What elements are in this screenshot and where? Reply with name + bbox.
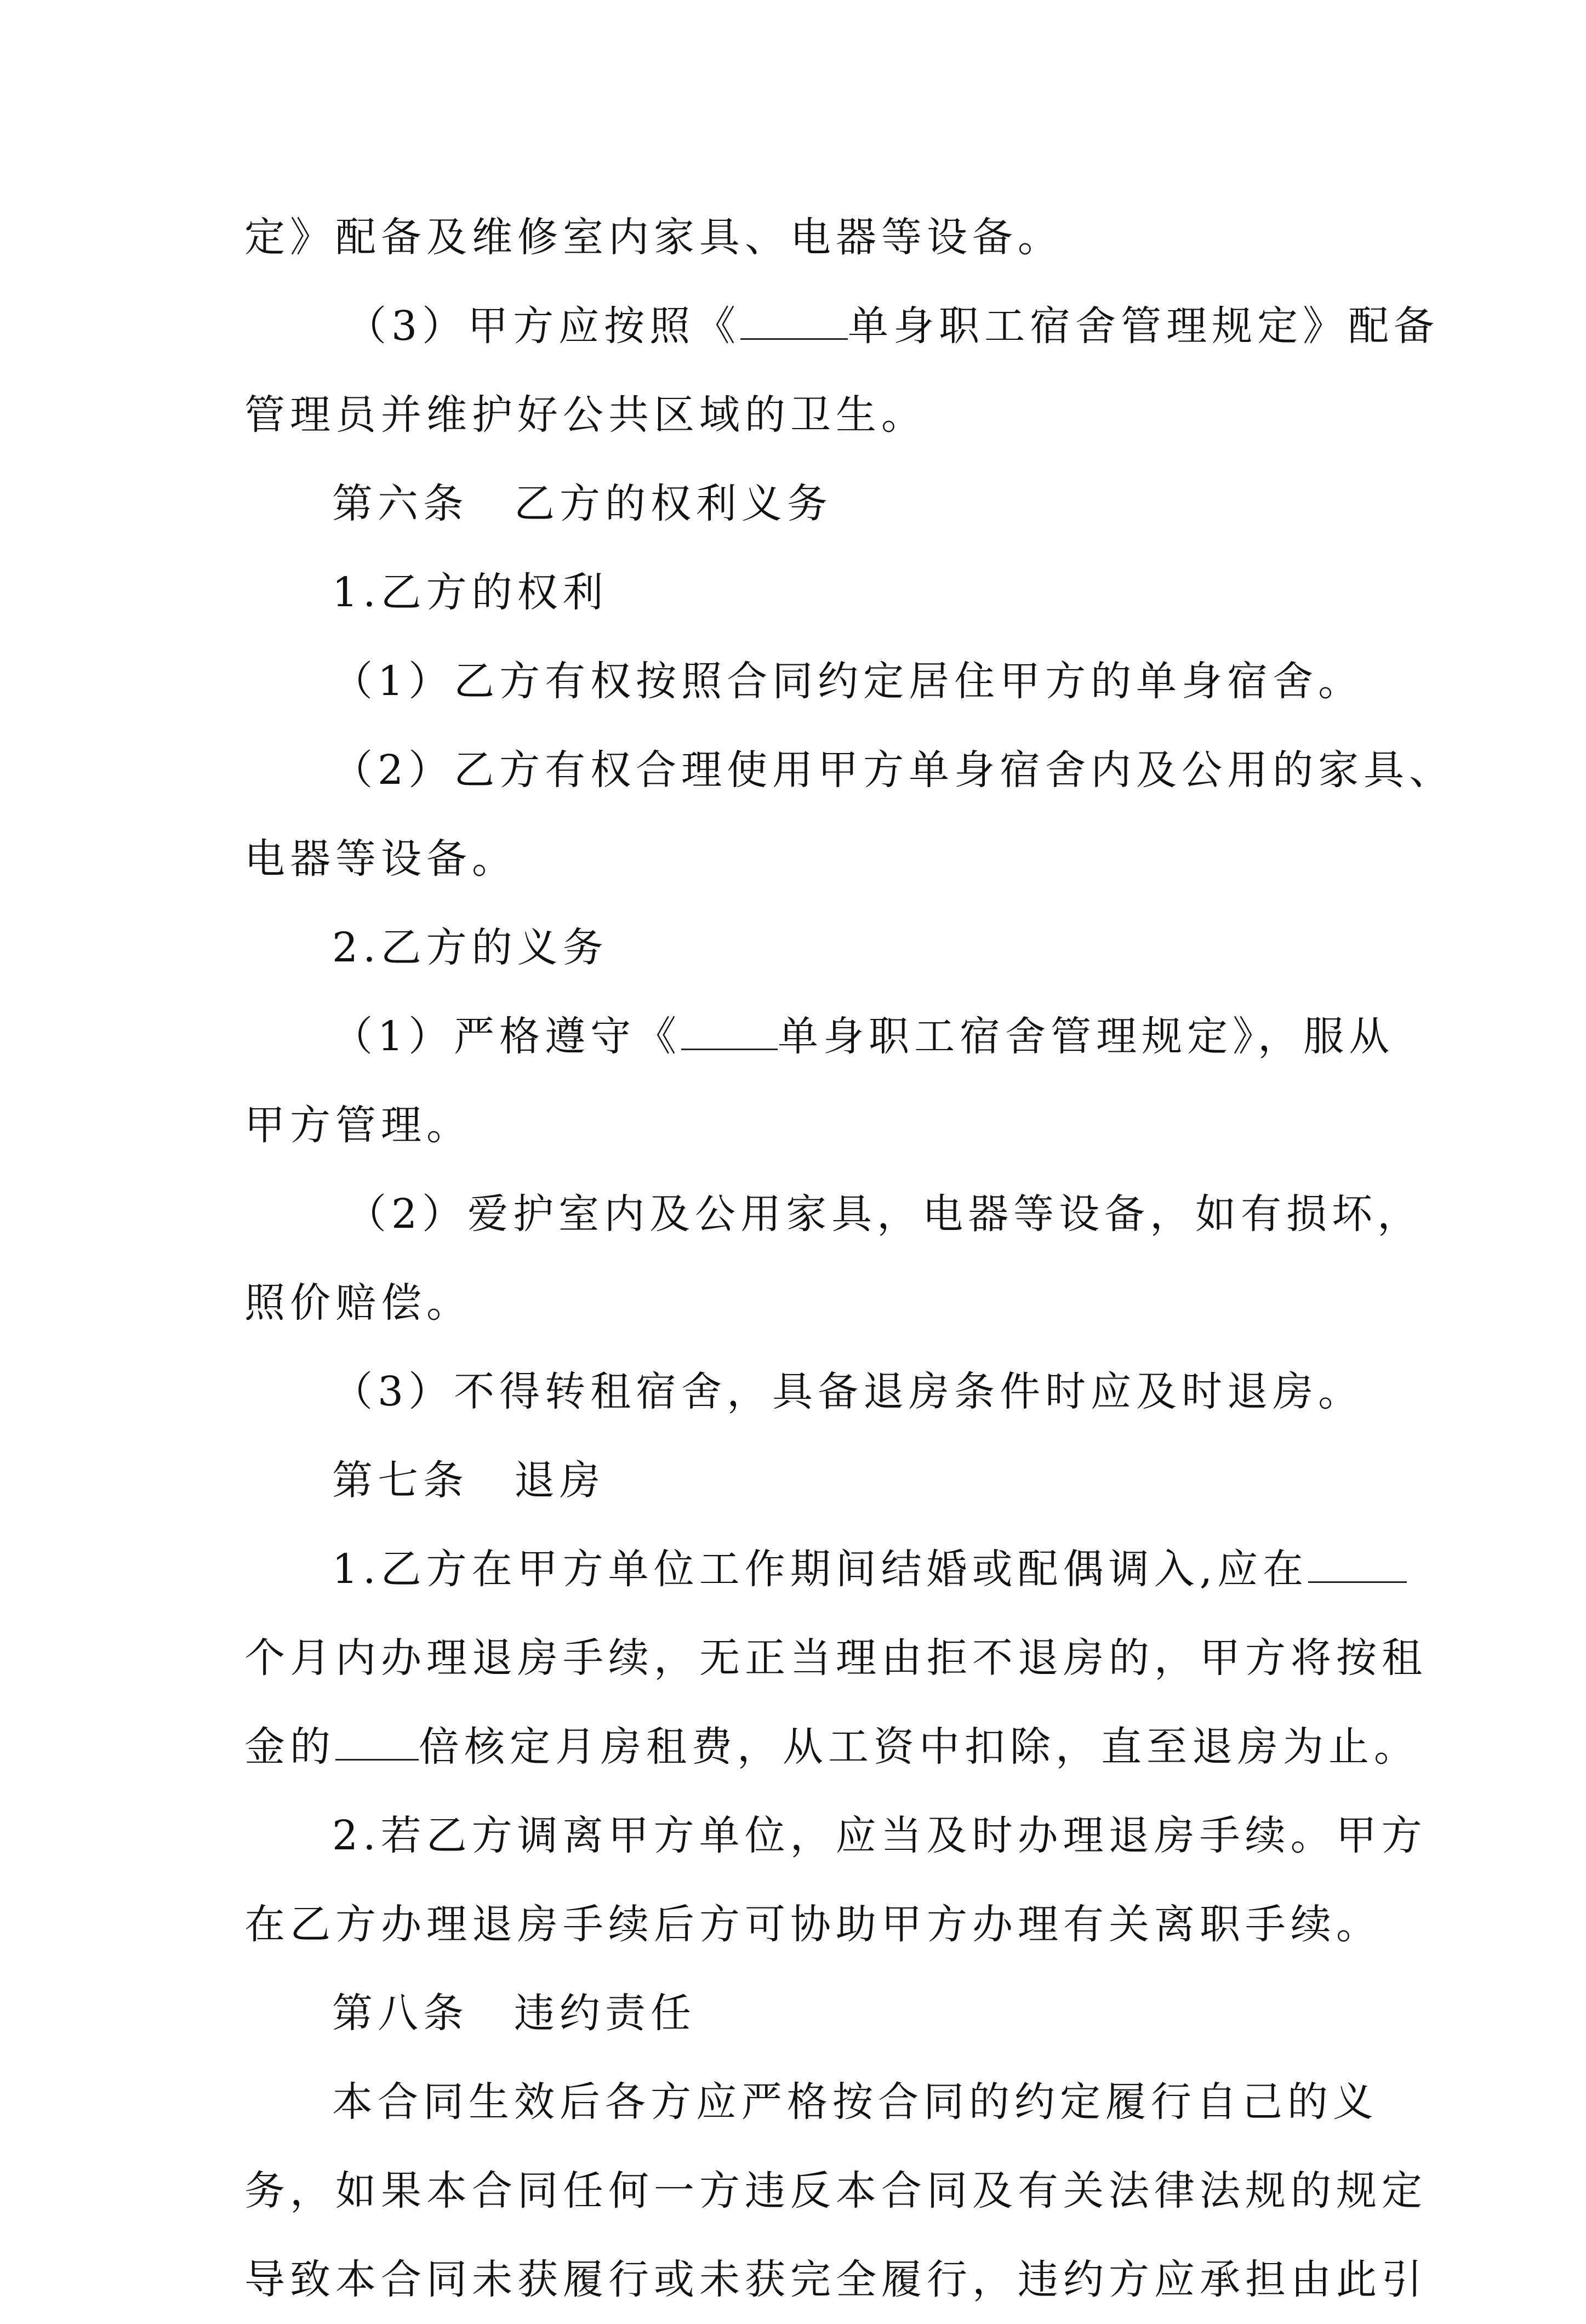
text-run: 1.乙方的权利 (332, 569, 608, 616)
paragraph-line (244, 1614, 1427, 1702)
paragraph-line (244, 2146, 1427, 2235)
text-run: 第七条 退房 (332, 1457, 605, 1504)
text-run: （1）严格遵守《 (332, 1013, 682, 1060)
article-heading (244, 459, 1384, 548)
text-run: 2.若乙方调离甲方单位，应当及时办理退房手续。甲方 (332, 1812, 1427, 1859)
section-heading (244, 903, 1384, 992)
paragraph-line (244, 193, 1384, 282)
paragraph-line (244, 1347, 1384, 1436)
text-run: 导致本合同未获履行或未获完全履行，违约方应承担由此引 (244, 2256, 1427, 2303)
text-run: （2）爱护室内及公用家具，电器等设备，如有损坏， (346, 1191, 1423, 1238)
text-run: 务，如果本合同任何一方违反本合同及有关法律法规的规定 (244, 2167, 1427, 2214)
article-heading (244, 1436, 1384, 1525)
paragraph-line (244, 726, 1455, 814)
article-heading (244, 1969, 1384, 2058)
document-body (244, 193, 1455, 2324)
paragraph-line (244, 1258, 1384, 1347)
text-run: 金的 (244, 1723, 335, 1770)
paragraph-line (244, 2235, 1427, 2324)
text-run: 电器等设备。 (244, 835, 517, 882)
paragraph-line (244, 371, 1384, 459)
text-run: 照价赔偿。 (244, 1279, 472, 1326)
text-run: 管理员并维护好公共区域的卫生。 (244, 391, 927, 438)
text-run: （3）不得转租宿舍，具备退房条件时应及时退房。 (332, 1368, 1364, 1415)
text-run: 2.乙方的义务 (332, 924, 608, 971)
fill-in-blank (681, 1010, 778, 1050)
text-run: 第八条 违约责任 (332, 1990, 696, 2037)
paragraph-line (244, 637, 1384, 726)
fill-in-blank (1308, 1543, 1407, 1583)
text-run: 甲方管理。 (244, 1102, 472, 1149)
paragraph-line (244, 814, 1384, 903)
fill-in-blank (335, 1721, 419, 1761)
text-run: 本合同生效后各方应严格按合同的约定履行自己的义 (332, 2078, 1378, 2126)
paragraph-line (244, 992, 1395, 1081)
section-heading (244, 548, 1384, 637)
paragraph-line (244, 282, 1440, 371)
paragraph-line (244, 1791, 1427, 1880)
text-run: 定》配备及维修室内家具、电器等设备。 (244, 214, 1063, 261)
paragraph-line (244, 1170, 1423, 1258)
text-run: （3）甲方应按照《 (346, 303, 741, 350)
text-run: 单身职工宿舍管理规定》，服从 (778, 1013, 1395, 1060)
fill-in-blank (740, 300, 848, 340)
text-run: 在乙方办理退房手续后方可协助甲方办理有关离职手续。 (244, 1901, 1382, 1948)
text-run: 单身职工宿舍管理规定》配备 (848, 303, 1440, 350)
text-run: （2）乙方有权合理使用甲方单身宿舍内及公用的家具、 (332, 747, 1455, 794)
text-run: 倍核定月房租费，从工资中扣除，直至退房为止。 (419, 1723, 1419, 1770)
paragraph-line (244, 1880, 1384, 1969)
paragraph-line (244, 1081, 1384, 1170)
text-run: （1）乙方有权按照合同约定居住甲方的单身宿舍。 (332, 658, 1364, 705)
text-run: 个月内办理退房手续，无正当理由拒不退房的，甲方将按租 (244, 1634, 1427, 1682)
text-run: 第六条 乙方的权利义务 (332, 480, 832, 527)
paragraph-line (244, 1702, 1419, 1791)
paragraph-line (244, 2058, 1384, 2146)
paragraph-line (244, 1525, 1384, 1614)
text-run: 1.乙方在甲方单位工作期间结婚或配偶调入,应在 (332, 1546, 1309, 1593)
